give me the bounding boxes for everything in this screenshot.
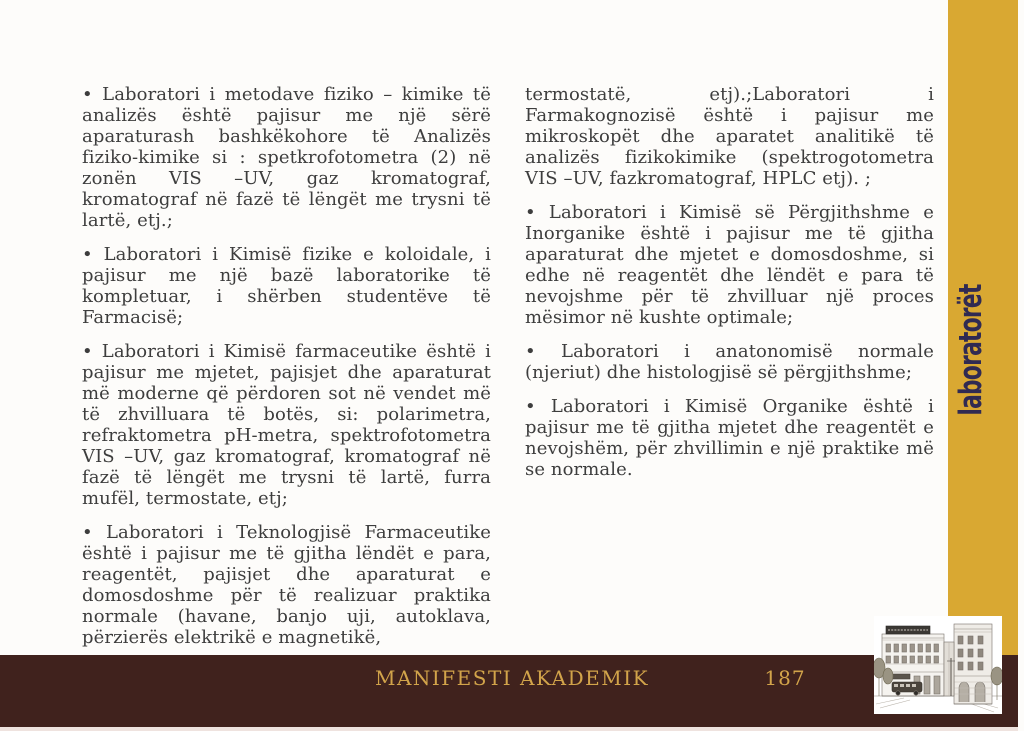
page-body <box>82 84 934 661</box>
paragraph-lab-kimise-fizike: • Laboratori i Kimisë fizike e koloidale, i pajisur me një bazë laboratorike të kompletuar, i shërben studentëve të Farmacisë; <box>82 244 491 328</box>
page-number: 187 <box>764 666 806 690</box>
paragraph-lab-metodave: • Laboratori i metodave fiziko – kimike të analizës është pajisur me një sërë aparaturash bashkëkohore të Analizës fiziko-kimike si : spetkrofotometra (2) në zonën VIS –UV, gaz kromatograf, kromatograf në fazë të lëngët me trysni të lartë, etj.; <box>82 84 491 231</box>
chapter-tab-label: laboratorët <box>953 284 989 416</box>
paragraph-lab-kimise-farmaceutike: • Laboratori i Kimisë farmaceutike është i pajisur me mjetet, pajisjet dhe aparaturat më moderne që përdoren sot në vendet më të zhvilluara të botës, si: polarimetra, refraktometra pH-metra, spektrofotometra VIS –UV, gaz kromatograf, kromatograf në fazë të lëngët me trysni të lartë, furra mufël, termostate, etj; <box>82 341 491 509</box>
text-column-right <box>525 84 934 661</box>
paragraph-lab-teknologjise: • Laboratori i Teknologjisë Farmaceutike është i pajisur me të gjitha lëndët e para, reagentët, pajisjet dhe aparaturat e domosdoshme për të realizuar praktika normale (havane, banjo uji, autoklava, përzierës elektrikë e magnetikë, <box>82 522 491 648</box>
paragraph-lab-kimise-pergjithshme: • Laboratori i Kimisë së Përgjithshme e Inorganike është i pajisur me të gjitha aparaturat dhe mjetet e domosdoshme, si edhe në reagentët dhe lëndët e para të nevojshme për të zhvilluar një proces mësimor në kushte optimale; <box>525 202 934 328</box>
page-footer <box>0 655 1018 727</box>
university-building-illustration <box>874 616 1002 714</box>
text-column-left <box>82 84 491 661</box>
footer-bottom-strip <box>0 727 1018 731</box>
paragraph-lab-anatonomise: • Laboratori i anatonomisë normale (njeriut) dhe histologjisë së përgjithshme; <box>525 341 934 383</box>
paragraph-lab-kimise-organike: • Laboratori i Kimisë Organike është i pajisur me të gjitha mjetet dhe reagentët e nevojshëm, për zhvillimin e një praktike më se normale. <box>525 396 934 480</box>
building-engraving-image <box>874 616 1002 714</box>
footer-title: MANIFESTI AKADEMIK <box>374 666 650 690</box>
paragraph-lab-farmakognozise: termostatë, etj).;Laboratori i Farmakognozisë është i pajisur me mikroskopët dhe aparatet analitikë të analizës fizikokimike (spektrogotometra VIS –UV, fazkromatograf, HPLC etj). ; <box>525 84 934 189</box>
